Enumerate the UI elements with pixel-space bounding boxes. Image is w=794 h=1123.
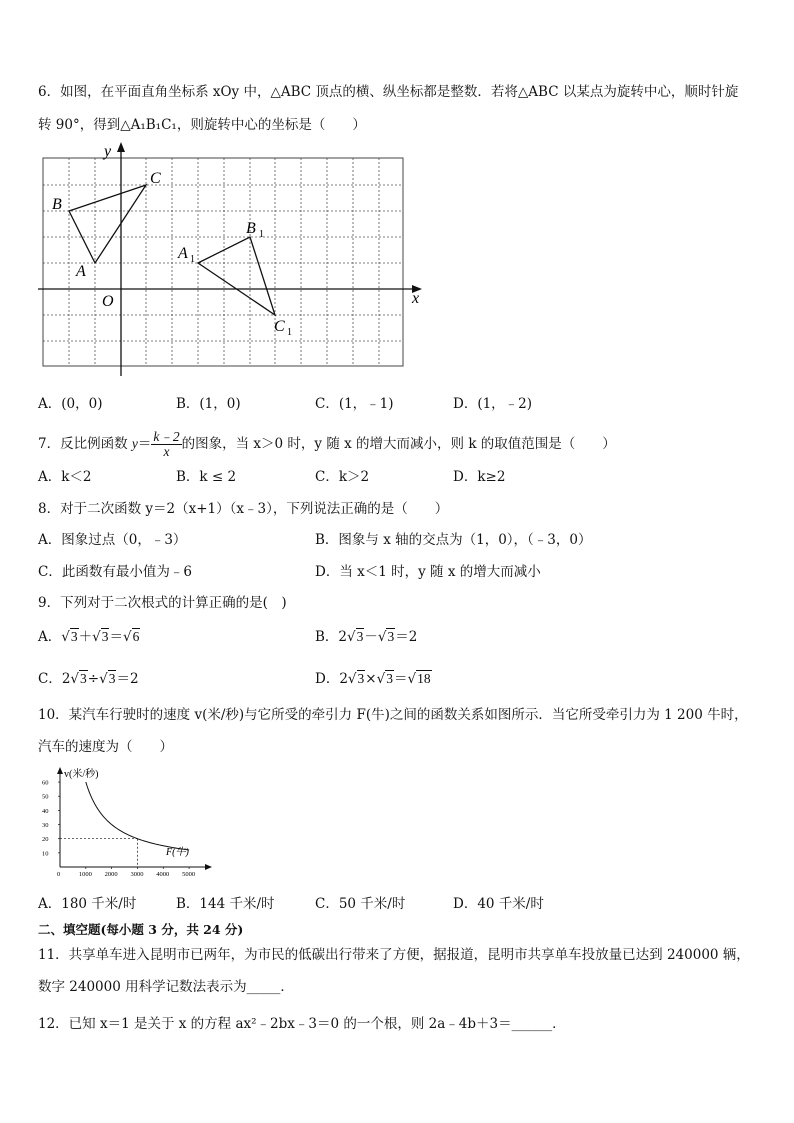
q10-xtick-label: 5000	[182, 871, 196, 878]
q10-xtick-label: 1000	[78, 871, 92, 878]
q9-option-a[interactable]: A．√3＋√3＝√6	[38, 629, 140, 645]
q10-option-c[interactable]: C．50 千米/时	[315, 896, 406, 912]
q6-option-d[interactable]: D．(1，﹣2)	[453, 396, 533, 412]
q7-eq: ＝	[137, 436, 152, 452]
q11-stem-line2: 数字 240000 用科学记数法表示为_____．	[38, 979, 294, 995]
q8-stem: 8．对于二次函数 y＝2（x+1）（x﹣3），下列说法正确的是（ ）	[38, 501, 449, 517]
q6-label-b1: B	[246, 220, 256, 237]
q10-option-d[interactable]: D．40 千米/时	[453, 896, 544, 912]
q7-stem	[38, 430, 616, 459]
q6-triangle-a1b1c1	[198, 237, 275, 315]
section-title-fill-in: 二、填空题(每小题 3 分，共 24 分)	[38, 922, 244, 937]
q7-suffix: 的图象，当 x＞0 时，y 随 x 的增大而减小，则 k 的取值范围是（ ）	[181, 436, 616, 452]
q8-option-d[interactable]: D．当 x＜1 时，y 随 x 的增大而减小	[315, 564, 541, 580]
q6-label-b1-sub: 1	[259, 229, 264, 240]
q6-stem-line1: 6．如图，在平面直角坐标系 xOy 中，△ABC 顶点的横、纵坐标都是整数．若将△ABC 以某点为旋转中心，顺时针旋	[38, 84, 739, 100]
q9-stem: 9．下列对于二次根式的计算正确的是( )	[38, 595, 287, 611]
q9-option-c[interactable]: C．2√3÷√3＝2	[38, 671, 139, 687]
q8-option-b[interactable]: B．图象与 x 轴的交点为（1，0），（﹣3，0）	[315, 532, 592, 548]
q10-xtick-label: 3000	[130, 871, 144, 878]
q6-grid	[43, 158, 403, 366]
q10-ytick-label: 30	[42, 822, 49, 830]
q6-triangle-abc	[69, 185, 146, 263]
q10-ytick-label: 20	[42, 836, 49, 844]
q6-label-c: C	[150, 170, 161, 187]
q10-x-arrow	[205, 864, 212, 870]
q6-label-y: y	[104, 143, 112, 160]
q6-label-o: O	[102, 293, 114, 310]
q6-grid-figure	[38, 140, 428, 380]
q10-xtick-label: 2000	[104, 871, 118, 878]
q7-fraction-num: k﹣2	[153, 429, 180, 444]
q7-option-d[interactable]: D．k≥2	[453, 469, 506, 485]
q6-label-a1-sub: 1	[190, 254, 195, 265]
q9-option-d[interactable]: D．2√3×√3＝√18	[315, 671, 431, 687]
q8-option-c[interactable]: C．此函数有最小值为﹣6	[38, 564, 192, 580]
q10-ytick-label: 40	[42, 807, 49, 815]
q10-y-arrow	[57, 767, 63, 774]
q6-label-c1-sub: 1	[287, 327, 292, 338]
q10-option-a[interactable]: A．180 千米/时	[38, 896, 137, 912]
q10-ytick-label: 60	[42, 779, 49, 787]
q10-chart	[38, 765, 218, 883]
q11-stem-line1: 11．共享单车进入昆明市已两年，为市民的低碳出行带来了方便，据报道，昆明市共享单车投放量已达到 240000 辆，	[38, 947, 750, 963]
q7-prefix: 7．反比例函数	[38, 436, 132, 452]
q7-option-b[interactable]: B．k ≤ 2	[176, 469, 237, 485]
q10-option-b[interactable]: B．144 千米/时	[176, 896, 275, 912]
q6-label-c1: C	[274, 318, 285, 335]
q10-ytick-label: 10	[42, 850, 49, 858]
q9-option-b[interactable]: B．2√3－√3＝2	[315, 629, 418, 645]
q10-xlabel: F(牛)	[166, 847, 189, 858]
q7-option-a[interactable]: A．k＜2	[38, 469, 92, 485]
q6-option-c[interactable]: C．(1，﹣1)	[315, 396, 394, 412]
q10-stem-line1: 10．某汽车行驶时的速度 v(米/秒)与它所受的牵引力 F(牛)之间的函数关系如图所示．当它所受牵引力为 1 200 牛时，	[38, 707, 748, 723]
q10-xtick-label: 0	[57, 871, 61, 878]
q10-stem-line2: 汽车的速度为（ ）	[38, 739, 173, 755]
q6-option-a[interactable]: A．(0，0)	[38, 396, 103, 412]
q10-ylabel: v(米/秒)	[64, 769, 99, 780]
q6-y-arrow	[117, 142, 125, 152]
q6-option-b[interactable]: B．(1，0)	[176, 396, 241, 412]
q7-fraction-den: x	[163, 444, 170, 459]
q7-option-c[interactable]: C．k＞2	[315, 469, 370, 485]
q7-fraction	[151, 430, 181, 459]
q7-y: y	[131, 436, 138, 451]
q6-label-a1: A	[178, 245, 188, 262]
q6-label-b: B	[52, 196, 62, 213]
q8-option-a[interactable]: A．图象过点（0，﹣3）	[38, 532, 187, 548]
q6-stem-line2: 转 90°，得到△A₁B₁C₁，则旋转中心的坐标是（ ）	[38, 117, 366, 133]
q6-label-x: x	[412, 290, 420, 307]
q10-ytick-label: 50	[42, 793, 49, 801]
q6-label-a: A	[76, 263, 86, 280]
q10-xtick-label: 4000	[156, 871, 170, 878]
q12-stem: 12．已知 x＝1 是关于 x 的方程 ax²﹣2bx﹣3＝0 的一个根，则 2a﹣4b＋3＝______．	[38, 1016, 566, 1032]
